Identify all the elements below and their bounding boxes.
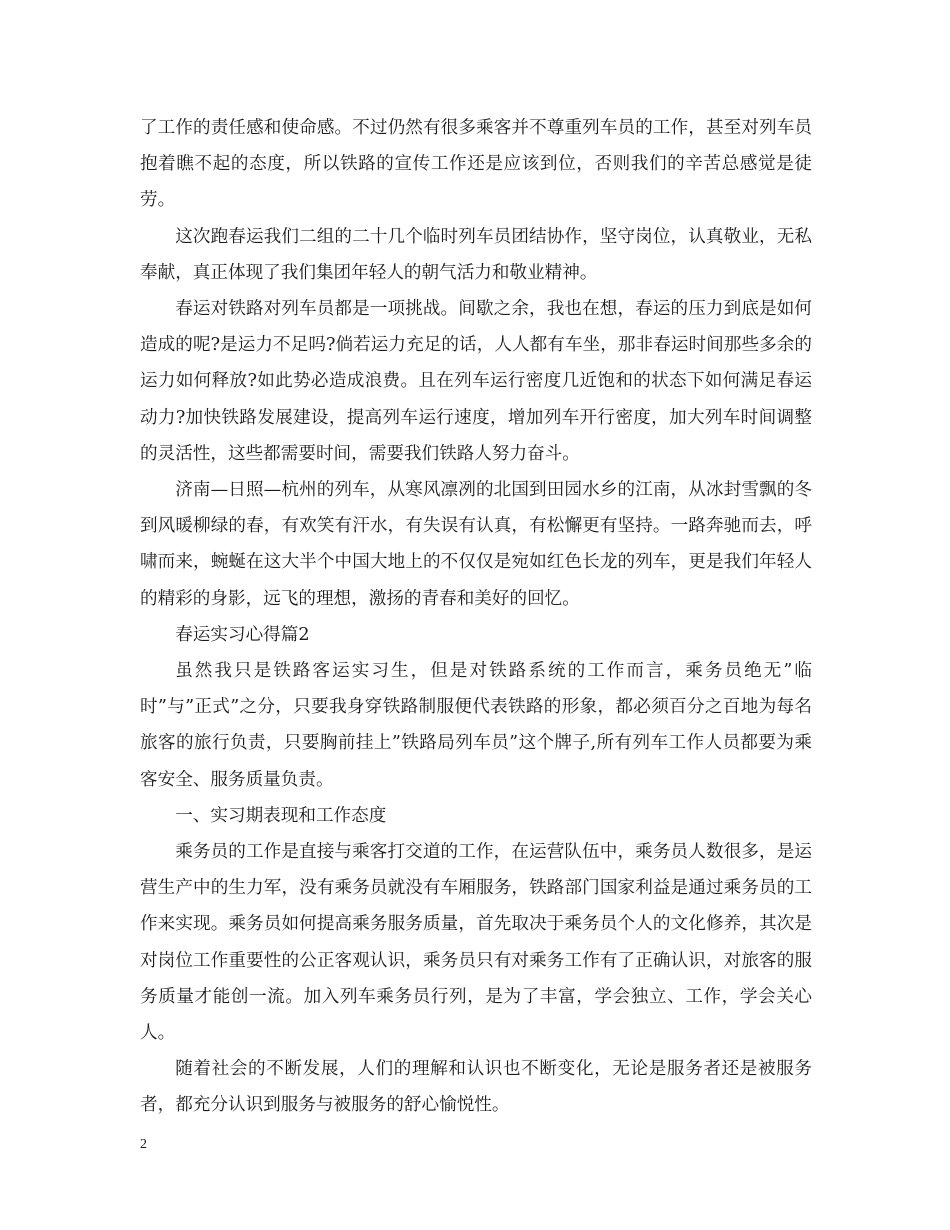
- paragraph-jinan-train: 济南—日照—杭州的列车，从寒风凛冽的北国到田园水乡的江南，从冰封雪飘的冬到风暖柳绿的春，有欢笑有汗水，有失误有认真，有松懈更有坚持。一路奔驰而去，呼啸而来，蜿蜒在这大半个中国大地上的不仅仅是宛如红色长龙的列车，更是我们年轻人的精彩的身影，远飞的理想，激扬的青春和美好的回忆。: [140, 480, 812, 609]
- paragraph-responsibility: 了工作的责任感和使命感。不过仍然有很多乘客并不尊重列车员的工作，甚至对列车员抱着瞧不起的态度，所以铁路的宣传工作还是应该到位，否则我们的辛苦总感觉是徒劳。: [140, 118, 812, 211]
- paragraph-spring-transport-challenge: 春运对铁路对列车员都是一项挑战。间歇之余，我也在想，春运的压力到底是如何造成的呢?是运力不足吗?倘若运力充足的话，人人都有车坐，那非春运时间那些多余的运力如何释放?如此势必造成浪费。且在列车运行密度几近饱和的状态下如何满足春运动力?加快铁路发展建设，提高列车运行速度，增加列车开行密度，加大列车时间调整的灵活性，这些都需要时间，需要我们铁路人努力奋斗。: [140, 299, 812, 464]
- paragraph-social-development: 随着社会的不断发展，人们的理解和认识也不断变化，无论是服务者还是被服务者，都充分认识到服务与被服务的舒心愉悦性。: [140, 1059, 812, 1116]
- paragraph-team-spirit: 这次跑春运我们二组的二十几个临时列车员团结协作，坚守岗位，认真敬业，无私奉献，真正体现了我们集团年轻人的朝气活力和敬业精神。: [140, 226, 812, 283]
- section-heading-performance: 一、实习期表现和工作态度: [175, 805, 387, 826]
- section-heading-part-2: 春运实习心得篇2: [175, 624, 310, 645]
- paragraph-attendant-work: 乘务员的工作是直接与乘客打交道的工作，在运营队伍中，乘务员人数很多，是运营生产中的生力军，没有乘务员就没有车厢服务，铁路部门国家利益是通过乘务员的工作来实现。乘务员如何提高乘务服务质量，首先取决于乘务员个人的文化修养，其次是对岗位工作重要性的公正客观认识，乘务员只有对乘务工作有了正确认识，对旅客的服务质量才能创一流。加入列车乘务员行列，是为了丰富，学会独立、工作，学会关心人。: [140, 842, 812, 1044]
- paragraph-intern-responsibility: 虽然我只是铁路客运实习生，但是对铁路系统的工作而言，乘务员绝无”临时”与”正式”之分，只要我身穿铁路制服便代表铁路的形象，都必须百分之百地为每名旅客的旅行负责，只要胸前挂上”铁路局列车员”这个牌子,所有列车工作人员都要为乘客安全、服务质量负责。: [140, 661, 812, 790]
- page-number: 2: [140, 1137, 147, 1152]
- document-body: [140, 110, 812, 1124]
